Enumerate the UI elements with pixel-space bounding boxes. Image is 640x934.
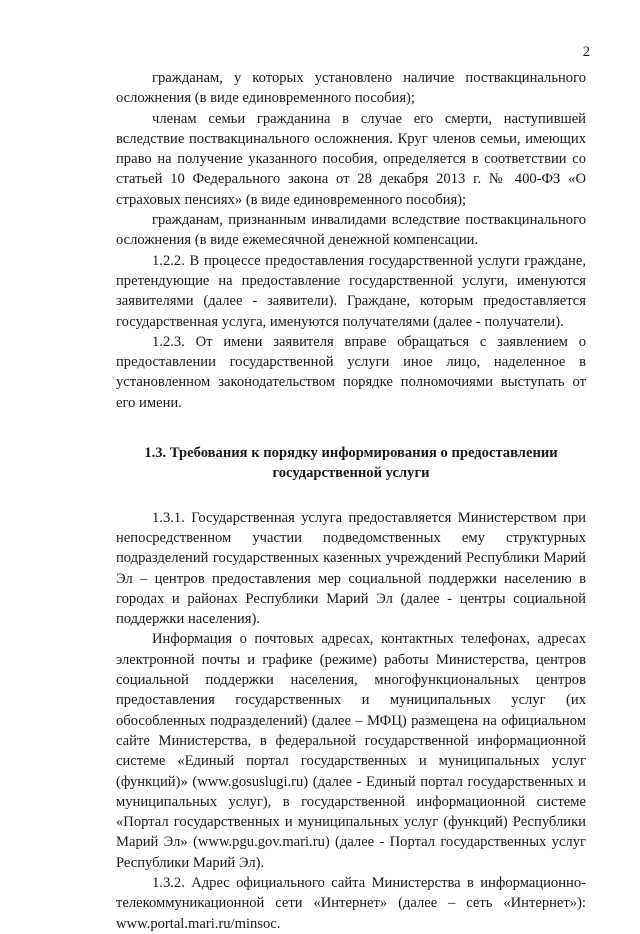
document-body <box>116 68 586 934</box>
paragraph: гражданам, признанным инвалидами вследствие поствакцинального осложнения (в виде ежемесячной денежной компенсации. <box>116 212 586 249</box>
paragraph: Информация о почтовых адресах, контактных телефонах, адресах электронной почты и графике (режиме) работы Министерства, центров социальной поддержки населения, многофункциональных центров предоставления государственных и муниципальных услуг (их обособленных подразделений) (далее – МФЦ) размещена на официальном сайте Министерства, в федеральной государственной информационной системе «Единый портал государственных и муниципальных услуг (функций)» (www.gosuslugi.ru) (далее - Единый портал государственных и муниципальных услуг), в государственной информационной системе «Портал государственных и муниципальных услуг (функций) Республики Марий Эл» (www.pgu.gov.mari.ru) (далее - Портал государственных услуг Республики Марий Эл). <box>116 631 586 871</box>
paragraph: 1.3.2. Адрес официального сайта Министерства в информационно-телекоммуникационной сети «Интернет» (далее – сеть «Интернет»): www.portal.mari.ru/minsoc. <box>116 874 586 932</box>
section-heading: 1.3. Требования к порядку информирования о предоставлении государственной услуги <box>144 445 558 482</box>
paragraph: 1.2.3. От имени заявителя вправе обращаться с заявлением о предоставлении государственной услуги иное лицо, наделенное в установленном законодательством порядке полномочиями выступать от его имени. <box>116 333 586 411</box>
paragraph: членам семьи гражданина в случае его смерти, наступившей вследствие поствакцинального осложнения. Круг членов семьи, имеющих право на получение указанного пособия, определяется в соответствии со статьей 10 Федерального закона от 28 декабря 2013 г. № 400-ФЗ «О страховых пенсиях» (в виде единовременного пособия); <box>116 110 586 208</box>
paragraph: 1.2.2. В процессе предоставления государственной услуги граждане, претендующие на предоставление государственной услуги, именуются заявителями (далее - заявители). Граждане, которым предоставляется государственная услуга, именуются получателями (далее - получатели). <box>116 252 586 330</box>
paragraph: 1.3.1. Государственная услуга предоставляется Министерством при непосредственном участии подведомственных ему структурных подразделений государственных казенных учреждений Республики Марий Эл – центров предоставления мер социальной поддержки населению в городах и районах Республики Марий Эл (далее - центры социальной поддержки населения). <box>116 509 586 628</box>
paragraph: гражданам, у которых установлено наличие поствакцинального осложнения (в виде единовременного пособия); <box>116 70 586 107</box>
page-number: 2 <box>582 44 590 60</box>
